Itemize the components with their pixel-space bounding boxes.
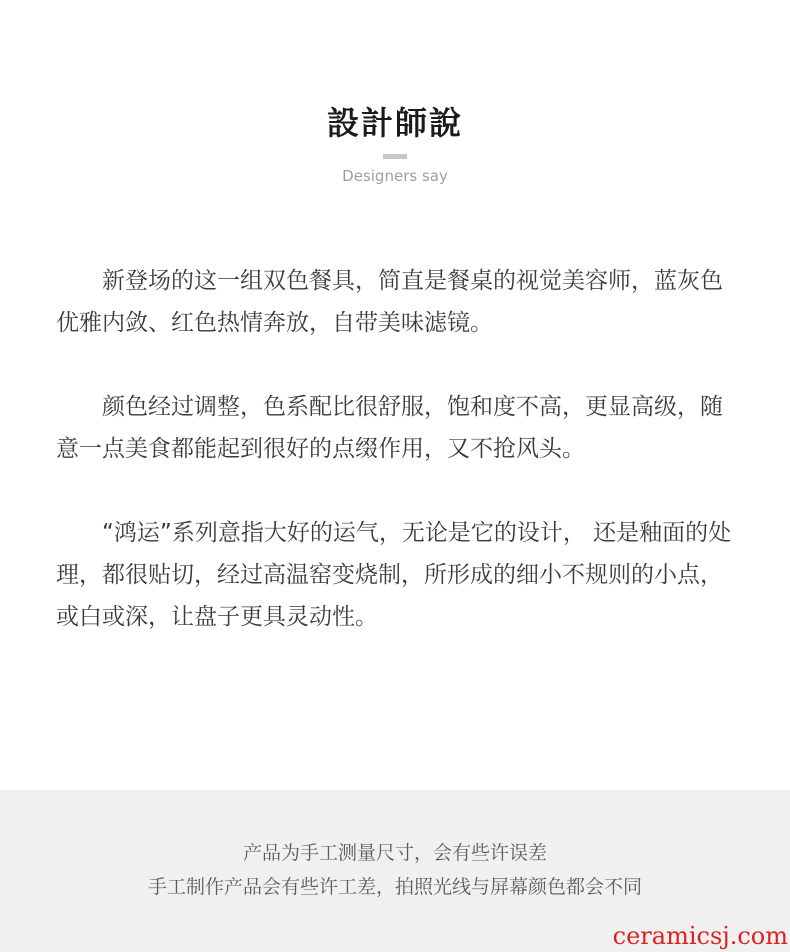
disclaimer-line-2: 手工制作产品会有些许工差，拍照光线与屏幕颜色都会不同 <box>147 876 642 898</box>
description-body <box>56 260 740 680</box>
title-divider <box>383 154 407 159</box>
section-subtitle: Designers say <box>342 167 448 185</box>
section-header <box>0 100 790 186</box>
disclaimer-line-1: 产品为手工测量尺寸，会有些许误差 <box>242 842 547 864</box>
site-watermark: ceramicsj.com <box>612 922 788 950</box>
paragraph-1: 新登场的这一组双色餐具，简直是餐桌的视觉美容师，蓝灰色优雅内敛、红色热情奔放，自带美味滤镜。 <box>56 268 723 336</box>
paragraph-3: “鸿运”系列意指大好的运气，无论是它的设计， 还是釉面的处理，都很贴切，经过高温窑变烧制，所形成的细小不规则的小点，或白或深，让盘子更具灵动性。 <box>56 520 732 630</box>
section-title: 設計師說 <box>326 104 463 142</box>
paragraph-2: 颜色经过调整，色系配比很舒服，饱和度不高，更显高级，随意一点美食都能起到很好的点缀作用，又不抢风头。 <box>56 394 723 462</box>
